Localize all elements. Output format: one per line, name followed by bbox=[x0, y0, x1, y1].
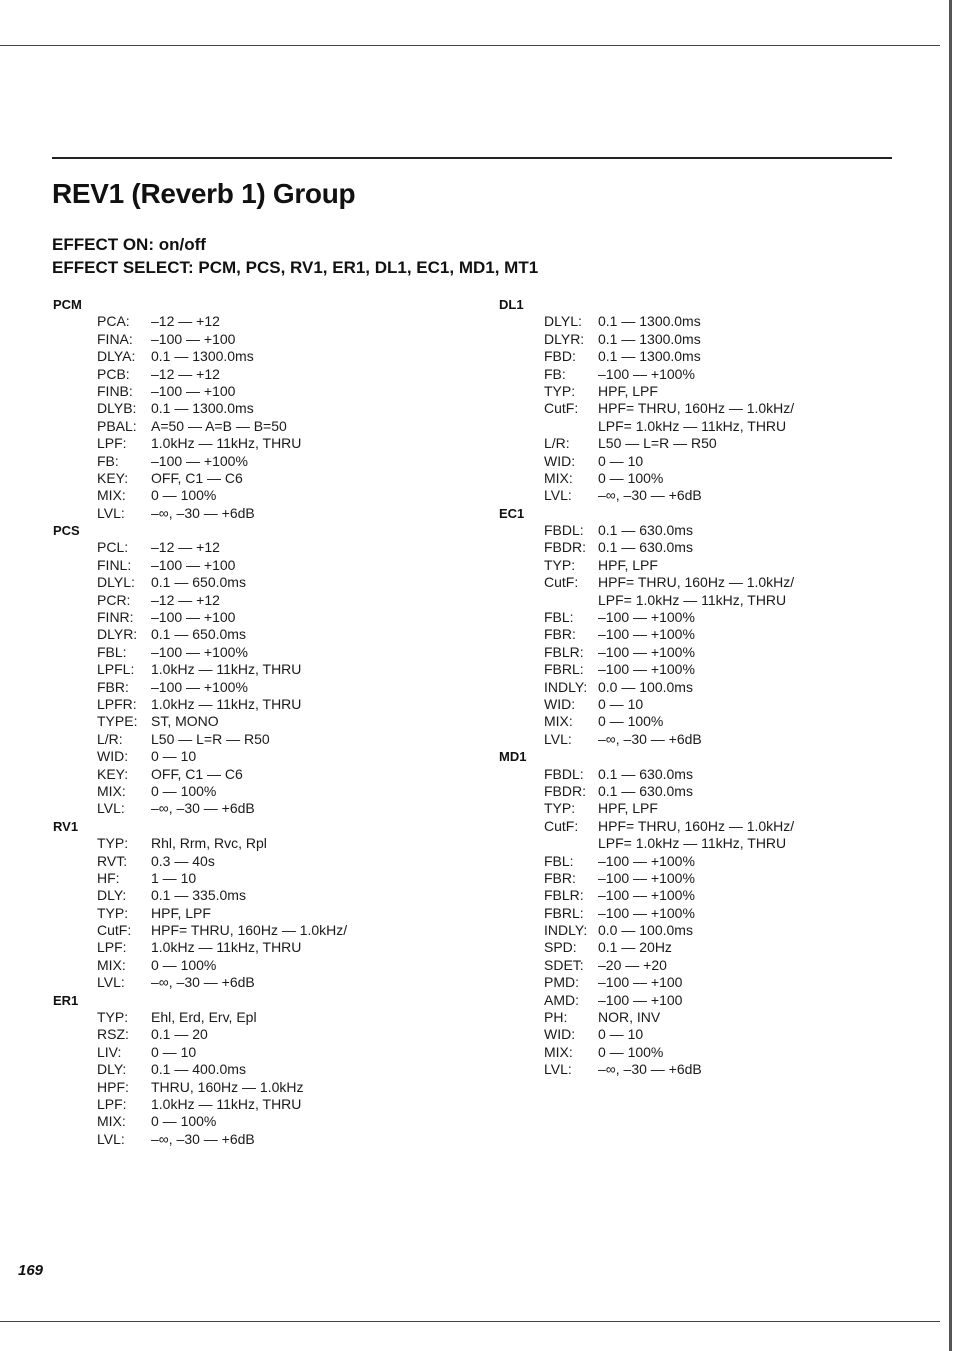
param-value: –12 — +12 bbox=[151, 313, 220, 330]
param-row bbox=[499, 539, 919, 556]
param-row bbox=[499, 453, 919, 470]
param-value: –12 — +12 bbox=[151, 365, 220, 382]
param-row bbox=[53, 1044, 453, 1061]
param-value: –∞, –30 — +6dB bbox=[151, 504, 255, 521]
param-value: LPF= 1.0kHz — 11kHz, THRU bbox=[598, 591, 787, 608]
param-row bbox=[53, 348, 453, 365]
param-row bbox=[499, 783, 919, 800]
group-label: DL1 bbox=[499, 297, 524, 312]
param-key: LPFL: bbox=[97, 661, 135, 678]
param-key: FBDR: bbox=[544, 539, 586, 556]
param-key: MIX: bbox=[544, 469, 573, 486]
param-value: HPF, LPF bbox=[598, 800, 658, 817]
param-row bbox=[499, 1061, 919, 1078]
param-row bbox=[499, 418, 919, 435]
param-row bbox=[499, 348, 919, 365]
param-row bbox=[499, 522, 919, 539]
param-key: RVT: bbox=[97, 852, 128, 869]
param-row bbox=[53, 1113, 453, 1130]
param-value: ST, MONO bbox=[151, 713, 219, 730]
param-value: –100 — +100% bbox=[598, 887, 695, 904]
param-value: 0.1 — 20Hz bbox=[598, 939, 672, 956]
param-row bbox=[499, 470, 919, 487]
param-key: WID: bbox=[544, 695, 576, 712]
param-value: LPF= 1.0kHz — 11kHz, THRU bbox=[598, 835, 787, 852]
param-key: PH: bbox=[544, 1009, 568, 1026]
param-key: TYP: bbox=[544, 800, 576, 817]
param-row bbox=[499, 853, 919, 870]
param-value: 0.1 — 650.0ms bbox=[151, 574, 246, 591]
param-row bbox=[53, 957, 453, 974]
param-key: FBDR: bbox=[544, 782, 586, 799]
group-er1 bbox=[53, 992, 453, 1149]
param-key: DLY: bbox=[97, 887, 127, 904]
param-key: TYP: bbox=[544, 556, 576, 573]
param-value: 1.0kHz — 11kHz, THRU bbox=[151, 695, 302, 712]
param-key: PCR: bbox=[97, 591, 131, 608]
param-key: FBL: bbox=[544, 609, 574, 626]
param-value: –100 — +100% bbox=[598, 609, 695, 626]
param-row bbox=[499, 313, 919, 330]
param-key: DLYA: bbox=[97, 348, 136, 365]
bottom-rule bbox=[0, 1321, 940, 1322]
param-value: 0 — 100% bbox=[598, 1043, 664, 1060]
param-row bbox=[499, 939, 919, 956]
param-key: FBDL: bbox=[544, 765, 584, 782]
param-value: –100 — +100% bbox=[598, 904, 695, 921]
param-key: FBLR: bbox=[544, 887, 584, 904]
param-value: 0 — 100% bbox=[598, 713, 664, 730]
param-row bbox=[53, 922, 453, 939]
param-value: 1 — 10 bbox=[151, 869, 197, 886]
param-row bbox=[499, 974, 919, 991]
param-value: 0 — 10 bbox=[151, 1043, 197, 1060]
param-row bbox=[53, 470, 453, 487]
param-key: AMD: bbox=[544, 991, 579, 1008]
param-value: 0 — 100% bbox=[598, 469, 664, 486]
effect-select-heading: EFFECT SELECT: PCM, PCS, RV1, ER1, DL1, EC1, MD1, MT1 bbox=[52, 258, 539, 277]
effect-on-heading: EFFECT ON: on/off bbox=[52, 235, 206, 254]
param-key: LPFR: bbox=[97, 695, 137, 712]
param-value: 0.0 — 100.0ms bbox=[598, 678, 693, 695]
param-key: TYP: bbox=[97, 835, 129, 852]
param-row bbox=[499, 331, 919, 348]
param-key: PCB: bbox=[97, 365, 130, 382]
param-row bbox=[53, 400, 453, 417]
param-value: –100 — +100% bbox=[598, 661, 695, 678]
param-row bbox=[53, 626, 453, 643]
param-key: INDLY: bbox=[544, 922, 588, 939]
param-value: –100 — +100% bbox=[598, 643, 695, 660]
param-value: –100 — +100 bbox=[151, 609, 236, 626]
group-label: MD1 bbox=[499, 749, 527, 765]
param-row bbox=[499, 957, 919, 974]
param-row bbox=[499, 592, 919, 609]
page-title: REV1 (Reverb 1) Group bbox=[52, 178, 356, 209]
param-value: 1.0kHz — 11kHz, THRU bbox=[151, 939, 302, 956]
param-key: FBDL: bbox=[544, 522, 584, 539]
param-value: 0.1 — 630.0ms bbox=[598, 782, 693, 799]
param-key: DLYR: bbox=[97, 626, 138, 643]
param-row bbox=[499, 626, 919, 643]
param-row bbox=[53, 661, 453, 678]
param-value: –∞, –30 — +6dB bbox=[598, 730, 702, 747]
param-row bbox=[53, 731, 453, 748]
param-key: MIX: bbox=[544, 713, 573, 730]
param-row bbox=[53, 1079, 453, 1096]
param-key: LVL: bbox=[97, 800, 125, 817]
group-label: RV1 bbox=[53, 818, 79, 834]
param-key: MIX: bbox=[97, 487, 126, 504]
group-label: ER1 bbox=[53, 992, 79, 1008]
param-row bbox=[53, 574, 453, 591]
param-row bbox=[53, 1131, 453, 1148]
param-value: 0 — 100% bbox=[151, 956, 217, 973]
param-key: RSZ: bbox=[97, 1026, 129, 1043]
param-key: LVL: bbox=[544, 1061, 572, 1078]
param-row bbox=[499, 400, 919, 417]
param-row bbox=[499, 887, 919, 904]
param-row bbox=[53, 1009, 453, 1026]
param-row bbox=[53, 418, 453, 435]
param-row bbox=[499, 1026, 919, 1043]
param-value: –100 — +100 bbox=[151, 556, 236, 573]
param-row bbox=[53, 592, 453, 609]
param-value: 0 — 100% bbox=[151, 1113, 217, 1130]
param-key: KEY: bbox=[97, 469, 129, 486]
param-row bbox=[499, 557, 919, 574]
right-column bbox=[499, 296, 919, 1079]
param-value: –12 — +12 bbox=[151, 591, 220, 608]
param-key: LVL: bbox=[97, 974, 125, 991]
param-value: LPF= 1.0kHz — 11kHz, THRU bbox=[598, 417, 787, 434]
param-value: 1.0kHz — 11kHz, THRU bbox=[151, 435, 302, 452]
param-value: –∞, –30 — +6dB bbox=[598, 1061, 702, 1078]
param-row bbox=[53, 609, 453, 626]
left-column bbox=[53, 296, 453, 1148]
param-row bbox=[499, 696, 919, 713]
param-row bbox=[53, 331, 453, 348]
group-label: EC1 bbox=[499, 505, 525, 521]
param-value: HPF, LPF bbox=[598, 382, 658, 399]
param-value: –100 — +100% bbox=[151, 643, 248, 660]
param-row bbox=[499, 609, 919, 626]
param-value: 0.1 — 20 bbox=[151, 1026, 208, 1043]
param-value: –∞, –30 — +6dB bbox=[151, 974, 255, 991]
param-key: PCL: bbox=[97, 539, 129, 556]
param-key: LVL: bbox=[544, 487, 572, 504]
param-row bbox=[499, 1044, 919, 1061]
param-row bbox=[499, 731, 919, 748]
param-key: DLYR: bbox=[544, 330, 585, 347]
param-value: 0.1 — 1300.0ms bbox=[598, 313, 701, 330]
param-key: L/R: bbox=[544, 435, 570, 452]
param-key: DLYL: bbox=[97, 574, 135, 591]
param-value: 0.1 — 1300.0ms bbox=[151, 400, 254, 417]
param-value: 1.0kHz — 11kHz, THRU bbox=[151, 1095, 302, 1112]
param-row bbox=[499, 800, 919, 817]
param-value: 0.1 — 400.0ms bbox=[151, 1061, 246, 1078]
param-key: FINL: bbox=[97, 556, 132, 573]
page-edge bbox=[949, 0, 952, 1351]
param-value: Ehl, Erd, Erv, Epl bbox=[151, 1009, 257, 1026]
param-value: HPF= THRU, 160Hz — 1.0kHz/ bbox=[151, 922, 348, 939]
param-row bbox=[499, 383, 919, 400]
param-row bbox=[53, 453, 453, 470]
param-value: –100 — +100% bbox=[598, 365, 695, 382]
param-row bbox=[53, 870, 453, 887]
param-key: WID: bbox=[97, 748, 129, 765]
param-row bbox=[53, 696, 453, 713]
param-row bbox=[53, 557, 453, 574]
param-key: KEY: bbox=[97, 765, 129, 782]
param-key: CutF: bbox=[544, 400, 579, 417]
param-row bbox=[53, 713, 453, 730]
page-number: 169 bbox=[18, 1262, 44, 1279]
group-label: PCM bbox=[53, 297, 82, 312]
param-row bbox=[53, 974, 453, 991]
param-row bbox=[499, 679, 919, 696]
param-key: HPF: bbox=[97, 1078, 129, 1095]
param-value: HPF= THRU, 160Hz — 1.0kHz/ bbox=[598, 574, 795, 591]
param-key: SDET: bbox=[544, 956, 584, 973]
param-key: DLYL: bbox=[544, 313, 582, 330]
param-value: –∞, –30 — +6dB bbox=[151, 1130, 255, 1147]
param-key: FBR: bbox=[544, 626, 576, 643]
param-row bbox=[53, 487, 453, 504]
param-value: –12 — +12 bbox=[151, 539, 220, 556]
param-key: L/R: bbox=[97, 730, 123, 747]
group-pcm bbox=[53, 296, 453, 522]
param-row bbox=[53, 939, 453, 956]
param-key: LPF: bbox=[97, 939, 127, 956]
param-key: TYP: bbox=[544, 382, 576, 399]
param-row bbox=[53, 1026, 453, 1043]
param-value: 0.1 — 630.0ms bbox=[598, 539, 693, 556]
param-key: LVL: bbox=[97, 1130, 125, 1147]
param-row bbox=[53, 748, 453, 765]
param-row bbox=[53, 1096, 453, 1113]
param-value: L50 — L=R — R50 bbox=[151, 730, 270, 747]
param-value: L50 — L=R — R50 bbox=[598, 435, 717, 452]
param-row bbox=[499, 905, 919, 922]
param-value: NOR, INV bbox=[598, 1009, 661, 1026]
param-row bbox=[53, 539, 453, 556]
param-key: DLYB: bbox=[97, 400, 137, 417]
param-value: HPF, LPF bbox=[151, 904, 211, 921]
param-key: FBL: bbox=[97, 643, 127, 660]
param-value: OFF, C1 — C6 bbox=[151, 469, 243, 486]
param-value: –100 — +100% bbox=[598, 626, 695, 643]
param-row bbox=[499, 835, 919, 852]
param-key: PCA: bbox=[97, 313, 130, 330]
param-row bbox=[53, 783, 453, 800]
param-value: THRU, 160Hz — 1.0kHz bbox=[151, 1078, 304, 1095]
param-key: FINR: bbox=[97, 609, 134, 626]
param-row bbox=[499, 366, 919, 383]
param-value: –100 — +100 bbox=[598, 974, 683, 991]
param-key: WID: bbox=[544, 452, 576, 469]
param-value: 0.1 — 650.0ms bbox=[151, 626, 246, 643]
param-value: 0 — 10 bbox=[598, 452, 644, 469]
param-key: MIX: bbox=[97, 1113, 126, 1130]
param-value: OFF, C1 — C6 bbox=[151, 765, 243, 782]
param-value: –100 — +100 bbox=[151, 330, 236, 347]
param-row bbox=[53, 435, 453, 452]
param-row bbox=[499, 435, 919, 452]
param-key: FBR: bbox=[97, 678, 129, 695]
param-key: FB: bbox=[544, 365, 566, 382]
param-row bbox=[499, 992, 919, 1009]
param-value: 0 — 10 bbox=[598, 1026, 644, 1043]
param-key: TYPE: bbox=[97, 713, 138, 730]
param-key: HF: bbox=[97, 869, 120, 886]
param-row bbox=[53, 905, 453, 922]
param-key: TYP: bbox=[97, 904, 129, 921]
param-row bbox=[499, 661, 919, 678]
param-value: –∞, –30 — +6dB bbox=[598, 487, 702, 504]
param-key: DLY: bbox=[97, 1061, 127, 1078]
param-key: LPF: bbox=[97, 435, 127, 452]
top-rule bbox=[0, 45, 940, 46]
param-value: –100 — +100% bbox=[151, 678, 248, 695]
param-key: CutF: bbox=[97, 922, 132, 939]
param-key: FINB: bbox=[97, 382, 133, 399]
group-pcs bbox=[53, 522, 453, 818]
param-row bbox=[499, 818, 919, 835]
param-key: LVL: bbox=[544, 730, 572, 747]
param-row bbox=[53, 853, 453, 870]
param-row bbox=[499, 713, 919, 730]
param-key: LVL: bbox=[97, 504, 125, 521]
param-value: 0.1 — 630.0ms bbox=[598, 522, 693, 539]
param-key: FBL: bbox=[544, 852, 574, 869]
param-key: TYP: bbox=[97, 1009, 129, 1026]
param-value: 1.0kHz — 11kHz, THRU bbox=[151, 661, 302, 678]
param-key: FBD: bbox=[544, 348, 576, 365]
param-value: –100 — +100% bbox=[598, 869, 695, 886]
param-value: HPF, LPF bbox=[598, 556, 658, 573]
group-label: PCS bbox=[53, 523, 80, 539]
param-value: 0 — 100% bbox=[151, 487, 217, 504]
group-ec1 bbox=[499, 505, 919, 748]
param-value: HPF= THRU, 160Hz — 1.0kHz/ bbox=[598, 817, 795, 834]
param-row bbox=[53, 800, 453, 817]
title-rule bbox=[52, 157, 892, 159]
param-row bbox=[53, 644, 453, 661]
param-row bbox=[53, 313, 453, 330]
group-rv1 bbox=[53, 818, 453, 992]
param-value: –100 — +100 bbox=[151, 382, 236, 399]
param-key: FBRL: bbox=[544, 661, 584, 678]
param-value: 0.1 — 335.0ms bbox=[151, 887, 246, 904]
param-value: 0.1 — 1300.0ms bbox=[598, 330, 701, 347]
param-row bbox=[53, 505, 453, 522]
param-value: –20 — +20 bbox=[598, 956, 667, 973]
param-key: SPD: bbox=[544, 939, 577, 956]
param-value: A=50 — A=B — B=50 bbox=[151, 417, 287, 434]
group-md1 bbox=[499, 748, 919, 1078]
param-row bbox=[499, 766, 919, 783]
param-key: LIV: bbox=[97, 1043, 122, 1060]
param-row bbox=[53, 766, 453, 783]
param-value: 0 — 100% bbox=[151, 782, 217, 799]
param-row bbox=[499, 870, 919, 887]
param-row bbox=[499, 922, 919, 939]
param-row bbox=[53, 366, 453, 383]
param-value: –∞, –30 — +6dB bbox=[151, 800, 255, 817]
param-row bbox=[499, 574, 919, 591]
param-row bbox=[53, 835, 453, 852]
param-key: FBRL: bbox=[544, 904, 584, 921]
param-key: FINA: bbox=[97, 330, 133, 347]
param-key: INDLY: bbox=[544, 678, 588, 695]
param-value: –100 — +100 bbox=[598, 991, 683, 1008]
param-value: HPF= THRU, 160Hz — 1.0kHz/ bbox=[598, 400, 795, 417]
param-key: MIX: bbox=[544, 1043, 573, 1060]
param-key: FBR: bbox=[544, 869, 576, 886]
param-value: 0.1 — 1300.0ms bbox=[598, 348, 701, 365]
param-row bbox=[53, 679, 453, 696]
param-value: –100 — +100% bbox=[151, 452, 248, 469]
param-key: PBAL: bbox=[97, 417, 137, 434]
param-value: 0.1 — 1300.0ms bbox=[151, 348, 254, 365]
param-key: WID: bbox=[544, 1026, 576, 1043]
param-row bbox=[499, 644, 919, 661]
param-key bbox=[544, 418, 598, 435]
param-key: FB: bbox=[97, 452, 119, 469]
param-row bbox=[53, 383, 453, 400]
param-key: FBLR: bbox=[544, 643, 584, 660]
param-key bbox=[544, 835, 598, 852]
param-value: 0.1 — 630.0ms bbox=[598, 765, 693, 782]
param-key: CutF: bbox=[544, 574, 579, 591]
param-key: LPF: bbox=[97, 1095, 127, 1112]
param-key: MIX: bbox=[97, 956, 126, 973]
param-row bbox=[53, 1061, 453, 1078]
param-key: MIX: bbox=[97, 782, 126, 799]
group-dl1 bbox=[499, 296, 919, 505]
param-value: –100 — +100% bbox=[598, 852, 695, 869]
param-value: 0 — 10 bbox=[598, 695, 644, 712]
param-value: 0.3 — 40s bbox=[151, 852, 215, 869]
param-value: Rhl, Rrm, Rvc, Rpl bbox=[151, 835, 267, 852]
param-row bbox=[499, 487, 919, 504]
param-key bbox=[544, 592, 598, 609]
param-row bbox=[53, 887, 453, 904]
param-value: 0.0 — 100.0ms bbox=[598, 922, 693, 939]
param-value: 0 — 10 bbox=[151, 748, 197, 765]
param-key: CutF: bbox=[544, 817, 579, 834]
param-row bbox=[499, 1009, 919, 1026]
param-key: PMD: bbox=[544, 974, 579, 991]
